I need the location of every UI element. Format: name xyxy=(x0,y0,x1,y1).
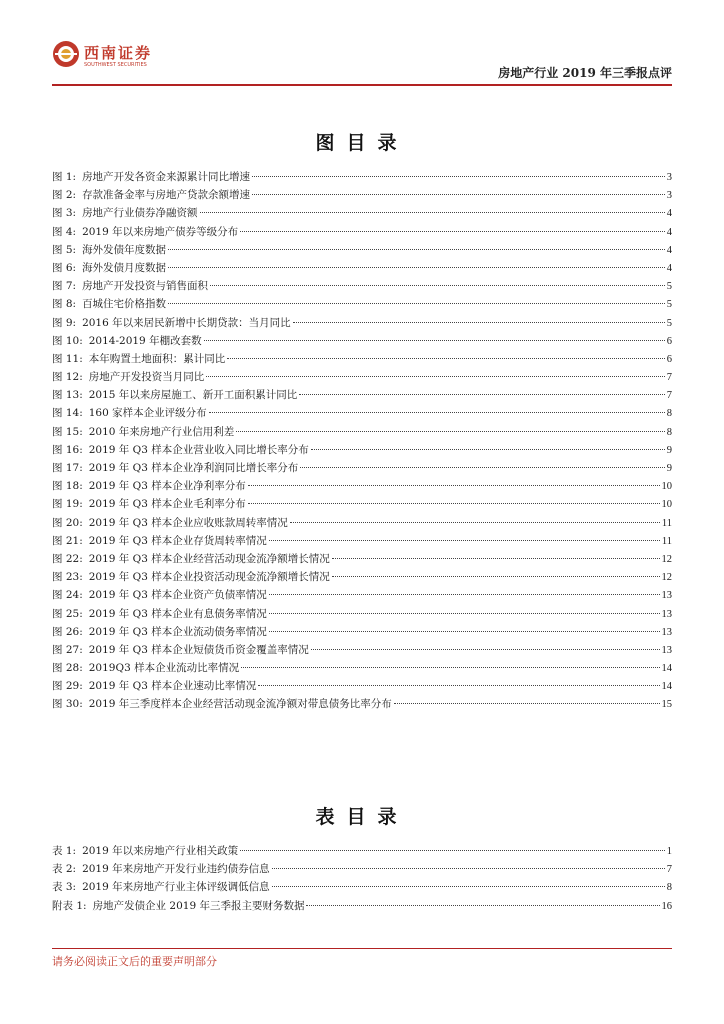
toc-entry-page: 9 xyxy=(666,444,672,456)
table-list xyxy=(52,842,672,915)
toc-entry-page: 10 xyxy=(661,499,672,511)
toc-entry[interactable] xyxy=(52,368,672,386)
toc-entry-caption: 2019 年 Q3 样本企业存货周转率情况 xyxy=(88,534,267,547)
toc-leader-dots xyxy=(168,249,665,250)
logo-chinese-name: 西南证券 xyxy=(84,44,153,62)
toc-entry[interactable] xyxy=(52,259,672,277)
toc-entry-page: 12 xyxy=(661,553,672,565)
toc-entry-number: 图 19: xyxy=(52,498,83,511)
toc-entry[interactable] xyxy=(52,168,672,186)
toc-entry-number: 图 9: xyxy=(52,316,77,329)
toc-entry-caption: 2019 年 Q3 样本企业短债货币资金覆盖率情况 xyxy=(88,643,309,656)
toc-entry[interactable] xyxy=(52,204,672,222)
toc-entry-number: 表 1: xyxy=(52,845,77,857)
toc-leader-dots xyxy=(269,594,660,595)
toc-entry-page: 4 xyxy=(666,226,672,238)
toc-entry-number: 图 6: xyxy=(52,261,77,274)
toc-entry-number: 图 25: xyxy=(52,607,83,620)
toc-entry-caption: 房地产开发投资与销售面积 xyxy=(82,280,209,293)
toc-entry-page: 7 xyxy=(666,390,672,402)
toc-leader-dots xyxy=(394,703,660,704)
toc-entry-number: 图 11: xyxy=(52,352,83,365)
toc-leader-dots xyxy=(227,358,665,359)
logo-english-name: SOUTHWEST SECURITIES xyxy=(84,62,147,68)
toc-entry[interactable] xyxy=(52,623,672,641)
toc-entry[interactable] xyxy=(52,404,672,422)
toc-entry[interactable] xyxy=(52,860,672,878)
toc-entry-caption: 2019 年 Q3 样本企业净利润同比增长率分布 xyxy=(88,462,299,474)
toc-entry-number: 图 14: xyxy=(52,407,83,420)
toc-entry-caption: 海外发债年度数据 xyxy=(82,243,167,256)
toc-entry-number: 表 2: xyxy=(52,863,77,876)
toc-entry-caption: 百城住宅价格指数 xyxy=(82,298,167,311)
toc-entry-page: 3 xyxy=(666,172,672,183)
figure-list xyxy=(52,168,672,714)
toc-entry-number: 图 3: xyxy=(52,207,77,220)
toc-entry-caption: 2019Q3 样本企业流动比率情况 xyxy=(88,662,240,675)
toc-entry-caption: 2019 年 Q3 样本企业经营活动现金流净额增长情况 xyxy=(88,552,330,565)
toc-leader-dots xyxy=(168,303,665,304)
toc-entry-page: 5 xyxy=(666,317,672,329)
toc-entry-page: 13 xyxy=(661,644,672,656)
report-title: 房地产行业 2019 年三季报点评 xyxy=(498,66,672,80)
toc-entry-page: 5 xyxy=(666,281,672,293)
figure-list-heading: 图目录 xyxy=(315,132,409,154)
toc-entry-page: 14 xyxy=(661,663,672,675)
footer-divider xyxy=(52,948,672,949)
toc-entry[interactable] xyxy=(52,659,672,677)
toc-leader-dots xyxy=(272,886,665,887)
footer-disclaimer: 请务必阅读正文后的重要声明部分 xyxy=(52,955,217,968)
toc-leader-dots xyxy=(306,905,659,906)
toc-leader-dots xyxy=(248,485,660,486)
toc-entry[interactable] xyxy=(52,897,672,915)
toc-entry[interactable] xyxy=(52,223,672,241)
toc-entry-number: 图 26: xyxy=(52,625,83,638)
toc-entry[interactable] xyxy=(52,532,672,550)
toc-leader-dots xyxy=(311,649,660,650)
toc-leader-dots xyxy=(206,376,665,377)
toc-entry-number: 图 13: xyxy=(52,389,83,402)
toc-entry-page: 11 xyxy=(661,535,672,547)
toc-entry-page: 8 xyxy=(666,426,672,438)
toc-leader-dots xyxy=(209,412,665,413)
table-list-heading: 表目录 xyxy=(315,806,409,828)
toc-entry-page: 8 xyxy=(666,408,672,420)
toc-entry-number: 图 2: xyxy=(52,189,77,202)
toc-leader-dots xyxy=(236,431,664,432)
toc-entry[interactable] xyxy=(52,350,672,368)
toc-entry-number: 图 21: xyxy=(52,534,83,547)
toc-entry-number: 图 7: xyxy=(52,280,77,293)
toc-leader-dots xyxy=(248,503,660,504)
toc-entry[interactable] xyxy=(52,423,672,441)
toc-entry[interactable] xyxy=(52,386,672,404)
toc-leader-dots xyxy=(252,176,665,177)
toc-entry-number: 图 10: xyxy=(52,334,83,347)
toc-entry-number: 图 8: xyxy=(52,298,77,311)
company-logo xyxy=(52,40,162,76)
header-divider xyxy=(52,84,672,86)
toc-entry-caption: 本年购置土地面积：累计同比 xyxy=(88,352,226,365)
toc-leader-dots xyxy=(332,576,660,577)
toc-entry-page: 14 xyxy=(661,681,672,693)
toc-entry-page: 12 xyxy=(661,572,672,584)
toc-entry-number: 图 18: xyxy=(52,480,83,493)
toc-entry-number: 图 16: xyxy=(52,443,83,456)
toc-entry[interactable] xyxy=(52,878,672,896)
toc-entry-page: 4 xyxy=(666,244,672,256)
toc-leader-dots xyxy=(210,285,665,286)
toc-entry[interactable] xyxy=(52,586,672,604)
toc-entry-caption: 2019 年 Q3 样本企业营业收入同比增长率分布 xyxy=(88,443,309,456)
toc-entry-caption: 2019 年以来房地产债券等级分布 xyxy=(82,225,239,238)
toc-leader-dots xyxy=(272,868,665,869)
toc-entry-caption: 2019 年 Q3 样本企业流动债务率情况 xyxy=(88,625,267,638)
toc-leader-dots xyxy=(258,685,659,686)
toc-leader-dots xyxy=(311,449,665,450)
toc-entry-number: 图 4: xyxy=(52,225,77,238)
toc-entry-page: 7 xyxy=(666,372,672,384)
toc-entry-caption: 房地产行业债券净融资额 xyxy=(82,207,198,220)
toc-entry-number: 图 15: xyxy=(52,425,83,438)
toc-entry[interactable] xyxy=(52,241,672,259)
toc-entry-caption: 房地产开发各资金来源累计同比增速 xyxy=(82,171,251,183)
toc-entry[interactable] xyxy=(52,641,672,659)
toc-entry-page: 15 xyxy=(661,699,672,711)
toc-entry[interactable] xyxy=(52,495,672,513)
toc-entry[interactable] xyxy=(52,314,672,332)
toc-entry[interactable] xyxy=(52,677,672,695)
toc-entry-page: 1 xyxy=(666,846,672,857)
toc-entry-page: 6 xyxy=(666,353,672,365)
toc-entry-page: 13 xyxy=(661,626,672,638)
toc-entry-caption: 2019 年 Q3 样本企业净利率分布 xyxy=(88,480,246,493)
toc-entry-page: 13 xyxy=(661,590,672,602)
toc-entry-caption: 2019 年 Q3 样本企业有息债务率情况 xyxy=(88,607,267,620)
toc-entry[interactable] xyxy=(52,277,672,295)
toc-leader-dots xyxy=(269,540,660,541)
toc-entry-page: 10 xyxy=(661,481,672,493)
toc-entry-caption: 海外发债月度数据 xyxy=(82,261,167,274)
toc-entry[interactable] xyxy=(52,441,672,459)
page-header xyxy=(0,0,724,90)
toc-entry-number: 表 3: xyxy=(52,881,77,894)
toc-entry[interactable] xyxy=(52,459,672,477)
toc-entry-number: 图 12: xyxy=(52,371,83,384)
toc-entry-caption: 2019 年 Q3 样本企业应收账款周转率情况 xyxy=(88,516,288,529)
toc-entry-caption: 房地产发债企业 2019 年三季报主要财务数据 xyxy=(92,899,305,912)
toc-entry-number: 图 22: xyxy=(52,552,83,565)
toc-entry-number: 图 5: xyxy=(52,243,77,256)
toc-entry-page: 4 xyxy=(666,262,672,274)
toc-entry-number: 图 28: xyxy=(52,662,83,675)
toc-leader-dots xyxy=(240,231,665,232)
toc-entry-caption: 2019 年 Q3 样本企业速动比率情况 xyxy=(88,680,257,693)
toc-entry-caption: 2019 年以来房地产行业相关政策 xyxy=(82,845,239,857)
toc-entry[interactable] xyxy=(52,477,672,495)
toc-entry-page: 3 xyxy=(666,190,672,202)
toc-leader-dots xyxy=(299,394,664,395)
toc-entry-caption: 2019 年 Q3 样本企业投资活动现金流净额增长情况 xyxy=(88,571,330,584)
toc-leader-dots xyxy=(290,522,660,523)
toc-entry-caption: 2019 年 Q3 样本企业资产负债率情况 xyxy=(88,589,267,602)
toc-entry-page: 6 xyxy=(666,335,672,347)
toc-entry-caption: 2019 年 Q3 样本企业毛利率分布 xyxy=(88,498,246,511)
toc-entry-caption: 2015 年以来房屋施工、新开工面积累计同比 xyxy=(88,389,298,402)
toc-leader-dots xyxy=(269,613,660,614)
toc-leader-dots xyxy=(269,631,660,632)
toc-leader-dots xyxy=(252,194,665,195)
toc-leader-dots xyxy=(240,850,665,851)
toc-entry-number: 图 20: xyxy=(52,516,83,529)
toc-entry-caption: 160 家样本企业评级分布 xyxy=(88,407,207,420)
toc-entry-number: 图 24: xyxy=(52,589,83,602)
toc-entry-page: 5 xyxy=(666,299,672,311)
toc-entry[interactable] xyxy=(52,568,672,586)
toc-entry-number: 图 30: xyxy=(52,698,83,711)
toc-entry-caption: 房地产开发投资当月同比 xyxy=(88,371,205,384)
toc-entry-page: 16 xyxy=(661,900,672,912)
toc-entry-number: 图 27: xyxy=(52,643,83,656)
toc-leader-dots xyxy=(332,558,660,559)
toc-entry[interactable] xyxy=(52,514,672,532)
toc-entry-page: 9 xyxy=(666,463,672,474)
toc-entry-number: 图 23: xyxy=(52,571,83,584)
toc-entry-page: 11 xyxy=(661,517,672,529)
toc-entry[interactable] xyxy=(52,550,672,568)
toc-entry-caption: 2014-2019 年棚改套数 xyxy=(88,334,202,347)
toc-entry-number: 图 29: xyxy=(52,680,83,693)
toc-leader-dots xyxy=(241,667,659,668)
toc-entry-caption: 2019 年来房地产行业主体评级调低信息 xyxy=(82,881,270,894)
toc-entry-caption: 2019 年来房地产开发行业违约债券信息 xyxy=(82,863,270,876)
toc-entry-page: 4 xyxy=(666,208,672,220)
toc-entry[interactable] xyxy=(52,842,672,860)
toc-entry[interactable] xyxy=(52,695,672,713)
toc-leader-dots xyxy=(200,212,665,213)
toc-entry[interactable] xyxy=(52,332,672,350)
toc-entry[interactable] xyxy=(52,186,672,204)
toc-entry-number: 图 17: xyxy=(52,462,83,474)
toc-entry-caption: 存款准备金率与房地产贷款余额增速 xyxy=(82,189,251,202)
toc-entry-page: 13 xyxy=(661,608,672,620)
toc-entry-number: 图 1: xyxy=(52,171,77,183)
toc-entry-caption: 2010 年来房地产行业信用利差 xyxy=(88,425,235,438)
toc-entry-page: 8 xyxy=(666,882,672,894)
toc-entry-caption: 2019 年三季度样本企业经营活动现金流净额对带息债务比率分布 xyxy=(88,698,392,711)
toc-leader-dots xyxy=(293,322,665,323)
toc-entry-caption: 2016 年以来居民新增中长期贷款：当月同比 xyxy=(82,316,291,329)
toc-entry-number: 附表 1: xyxy=(52,899,87,912)
toc-entry[interactable] xyxy=(52,605,672,623)
toc-leader-dots xyxy=(204,340,665,341)
toc-entry[interactable] xyxy=(52,295,672,313)
toc-entry-page: 7 xyxy=(666,864,672,876)
toc-leader-dots xyxy=(168,267,665,268)
logo-emblem-icon xyxy=(52,40,80,68)
toc-leader-dots xyxy=(300,467,664,468)
